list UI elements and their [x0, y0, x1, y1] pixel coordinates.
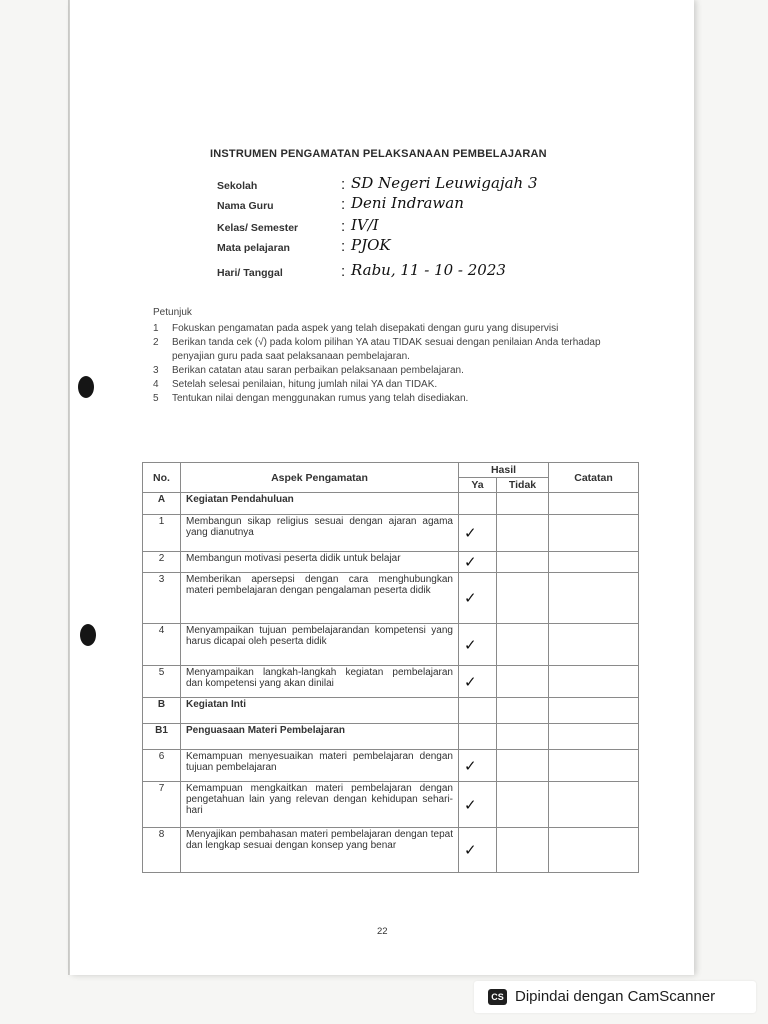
- row-number: 3: [143, 573, 181, 624]
- identity-colon: :: [341, 218, 346, 235]
- cell-ya: [459, 698, 497, 724]
- cell-notes: [549, 782, 639, 828]
- instruction-text: Setelah selesai penilaian, hitung jumlah nilai YA dan TIDAK.: [172, 379, 438, 390]
- row-aspect: Menyampaikan tujuan pembelajarandan kompetensi yang harus dicapai oleh peserta didik: [181, 624, 459, 666]
- camscanner-text: Dipindai dengan CamScanner: [515, 988, 716, 1005]
- cell-tidak: [497, 828, 549, 873]
- row-aspect: Penguasaan Materi Pembelajaran: [181, 724, 459, 750]
- cell-ya: [459, 828, 497, 873]
- identity-colon: :: [341, 263, 346, 280]
- cell-notes: [549, 750, 639, 782]
- instruction-item: [153, 364, 613, 378]
- identity-colon: :: [341, 238, 346, 255]
- cell-ya: [459, 782, 497, 828]
- row-aspect: Menyampaikan langkah-langkah kegiatan pembelajaran dan kompetensi yang akan dinilai: [181, 666, 459, 698]
- instruction-item: [153, 378, 613, 392]
- camscanner-logo-icon: CS: [488, 989, 507, 1005]
- header-no: No.: [143, 463, 181, 493]
- check-mark-icon: ✓: [464, 756, 477, 775]
- cell-tidak: [497, 573, 549, 624]
- instructions-heading: Petunjuk: [153, 307, 192, 318]
- identity-row: [217, 238, 597, 258]
- row-number: 8: [143, 828, 181, 873]
- identity-value: SD Negeri Leuwigajah 3: [351, 174, 538, 192]
- cell-tidak: [497, 515, 549, 552]
- table-row: [143, 552, 639, 573]
- table-row: [143, 828, 639, 873]
- cell-tidak: [497, 724, 549, 750]
- instruction-text: Berikan tanda cek (√) pada kolom pilihan YA atau TIDAK sesuai dengan penilaian Anda terhadap penyajian guru pada saat pelaksanaan pembelajaran.: [172, 337, 601, 362]
- check-mark-icon: ✓: [464, 635, 477, 654]
- cell-tidak: [497, 624, 549, 666]
- identity-row: [217, 196, 597, 216]
- instruction-number: 2: [153, 337, 159, 348]
- cell-ya: [459, 515, 497, 552]
- row-aspect: Memberikan apersepsi dengan cara menghubungkan materi pembelajaran dengan pengalaman peserta didik: [181, 573, 459, 624]
- cell-ya: [459, 493, 497, 515]
- cell-tidak: [497, 782, 549, 828]
- header-tidak: Tidak: [497, 478, 549, 493]
- section-row: [143, 698, 639, 724]
- instruction-item: [153, 322, 613, 336]
- row-number: A: [143, 493, 181, 515]
- identity-colon: :: [341, 196, 346, 213]
- cell-ya: [459, 724, 497, 750]
- identity-row: [217, 218, 597, 238]
- document-title: INSTRUMEN PENGAMATAN PELAKSANAAN PEMBELAJARAN: [210, 148, 547, 160]
- cell-notes: [549, 573, 639, 624]
- identity-value: Rabu, 11 - 10 - 2023: [351, 261, 506, 279]
- instruction-text: Fokuskan pengamatan pada aspek yang telah disepakati dengan guru yang disupervisi: [172, 323, 559, 334]
- row-number: 7: [143, 782, 181, 828]
- observation-table: [142, 462, 639, 873]
- table-row: [143, 782, 639, 828]
- identity-colon: :: [341, 176, 346, 193]
- identity-row: [217, 263, 597, 283]
- table-row: [143, 750, 639, 782]
- cell-ya: [459, 624, 497, 666]
- cell-tidak: [497, 750, 549, 782]
- instructions-list: [153, 322, 613, 406]
- section-row: [143, 493, 639, 515]
- cell-notes: [549, 515, 639, 552]
- row-aspect: Kegiatan Pendahuluan: [181, 493, 459, 515]
- cell-notes: [549, 493, 639, 515]
- cell-notes: [549, 828, 639, 873]
- cell-notes: [549, 624, 639, 666]
- instruction-item: [153, 392, 613, 406]
- row-aspect: Membangun motivasi peserta didik untuk belajar: [181, 552, 459, 573]
- row-aspect: Membangun sikap religius sesuai dengan ajaran agama yang dianutnya: [181, 515, 459, 552]
- identity-value: PJOK: [351, 236, 391, 254]
- identity-row: [217, 176, 597, 196]
- table-row: [143, 515, 639, 552]
- cell-notes: [549, 666, 639, 698]
- row-number: 5: [143, 666, 181, 698]
- header-yes: Ya: [459, 478, 497, 493]
- instruction-number: 5: [153, 393, 159, 404]
- cell-ya: [459, 666, 497, 698]
- camscanner-watermark: [474, 981, 756, 1013]
- table-row: [143, 624, 639, 666]
- cell-notes: [549, 724, 639, 750]
- identity-value: IV/I: [351, 216, 379, 234]
- cell-ya: [459, 573, 497, 624]
- page-number: 22: [377, 926, 388, 937]
- check-mark-icon: ✓: [464, 672, 477, 691]
- row-number: 6: [143, 750, 181, 782]
- cell-ya: [459, 552, 497, 573]
- identity-label: Mata pelajaran: [217, 242, 290, 254]
- cell-tidak: [497, 493, 549, 515]
- check-mark-icon: ✓: [464, 795, 477, 814]
- header-aspect: Aspek Pengamatan: [181, 463, 459, 493]
- row-number: 2: [143, 552, 181, 573]
- row-number: B1: [143, 724, 181, 750]
- table-row: [143, 666, 639, 698]
- section-row: [143, 724, 639, 750]
- cell-tidak: [497, 666, 549, 698]
- identity-label: Nama Guru: [217, 200, 274, 212]
- instruction-number: 1: [153, 323, 159, 334]
- row-number: B: [143, 698, 181, 724]
- instruction-number: 3: [153, 365, 159, 376]
- check-mark-icon: ✓: [464, 553, 477, 571]
- check-mark-icon: ✓: [464, 524, 477, 542]
- cell-ya: [459, 750, 497, 782]
- instruction-number: 4: [153, 379, 159, 390]
- identity-value: Deni Indrawan: [351, 194, 464, 212]
- header-notes: Catatan: [549, 463, 639, 493]
- instruction-text: Tentukan nilai dengan menggunakan rumus yang telah disediakan.: [172, 393, 469, 404]
- cell-tidak: [497, 698, 549, 724]
- row-number: 4: [143, 624, 181, 666]
- check-mark-icon: ✓: [464, 589, 477, 607]
- cell-notes: [549, 552, 639, 573]
- row-aspect: Kemampuan menyesuaikan materi pembelajaran dengan tujuan pembelajaran: [181, 750, 459, 782]
- check-mark-icon: ✓: [464, 841, 477, 859]
- identity-label: Sekolah: [217, 180, 258, 192]
- instructions: [153, 307, 613, 406]
- row-aspect: Menyajikan pembahasan materi pembelajaran dengan tepat dan lengkap sesuai dengan konsep yang benar: [181, 828, 459, 873]
- row-aspect: Kemampuan mengkaitkan materi pembelajaran dengan pengetahuan lain yang relevan dengan kehidupan sehari-hari: [181, 782, 459, 828]
- cell-notes: [549, 698, 639, 724]
- row-aspect: Kegiatan Inti: [181, 698, 459, 724]
- header-result: Hasil: [459, 463, 549, 478]
- table-row: [143, 573, 639, 624]
- punch-hole-top: [78, 376, 94, 398]
- identity-label: Hari/ Tanggal: [217, 267, 283, 279]
- instruction-text: Berikan catatan atau saran perbaikan pelaksanaan pembelajaran.: [172, 365, 464, 376]
- row-number: 1: [143, 515, 181, 552]
- instruction-item: [153, 336, 613, 364]
- cell-tidak: [497, 552, 549, 573]
- identity-label: Kelas/ Semester: [217, 222, 299, 234]
- punch-hole-bottom: [80, 624, 96, 646]
